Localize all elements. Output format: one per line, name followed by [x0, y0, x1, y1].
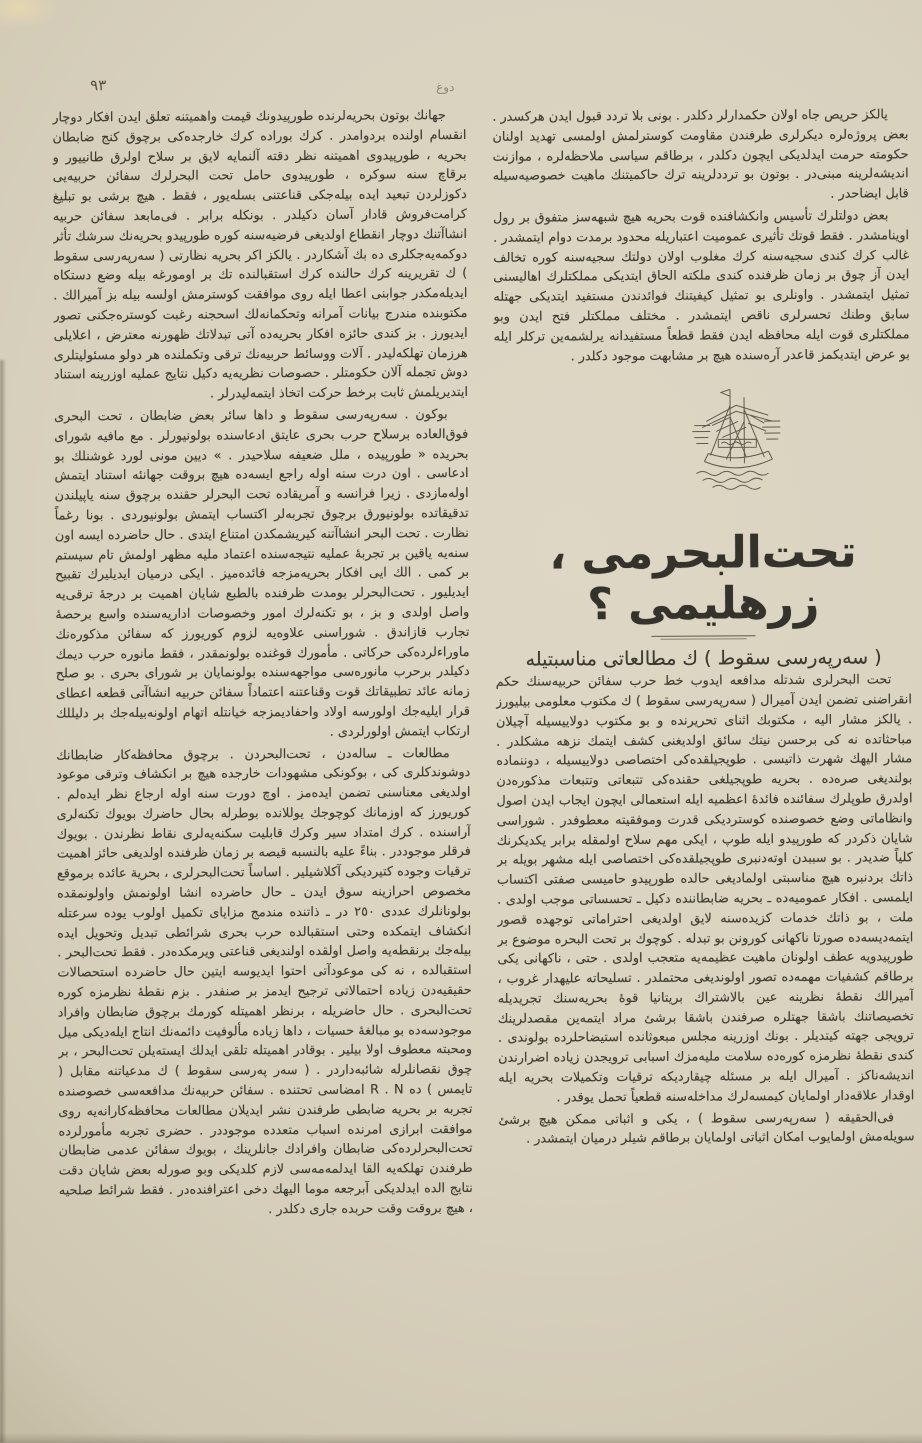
scan-gutter-shadow: [0, 360, 6, 1443]
headline-divider: [651, 636, 755, 638]
left-text-column: [52, 106, 474, 1349]
paragraph: بعض دولتلرك تأسیس وانكشافنده قوت بحریه هیچ شبهه‌سز متفوق بر رول اوینامشدر . فقط قوتك تأثیری عمومیت اعتباریله محدود برمدت دوام ایتمشدر . غالب كرك كندی سجیه‌سنه كرك مغلوب اولان دولتك سجیه‌سنه كوره تخالف ایدن آز چوق بر زمان ظرفنده كندی ملكته الحاق ایتدیكی مملكتلرك اهالیسنی تمثیل ایتمشدر . واونلری بو تمثیل كیفیتنك فوائدندن مستفید ایتدیكی جهتله سابق وطنك تحسرلری ناقص ایتمشدر . مختلف مملكتلر فتح ایدن وبو مملكتلری قوت ایله محافظه ایدن فقط قطعاً مستفیدانه یرلشمه‌ین تركلر ایله بو عرض ایتدیكمز قاعدر آره‌سنده هیچ بر مشابهت موجود دكلدر .: [492, 208, 910, 364]
paragraph: مطالعات ـ ساله‌دن ، تحت‌البحردن . برچوق محافظه‌كار ضابطانك دوشوندكلری كی ، بوكونكی مشهودات خارجده هیچ بر انكشاف وترقی موعود اولدیغی معناسنی تضمن ایده‌مز . اوچ دورت سنه اوله ارجاع نظر ایده‌لم . كوریورز كه اوزمانك كوچوجك یوللانده بوطرله بحال حاضرك بویوك تكنه‌لری آراسنده . كرك امتداد سیر وكرك قابلیت سكنه‌یه‌لری نقاط نظرندن . بویوك فرقلر موجوددر . بناءً علیه بالنسبه قیصه بر زمان ظرفنده اولدیغی حائز اهمیت ترقیات وجوده كتیردیكی آكلاشیلیر . اساساً تحت‌البحرلری ، بحریة عائده برموقع مخصوص احرازینه سوق ایدن ـ حال حاضرده انشا اولونمش واولونمقده بولونانلرك عددی ٢٥٠ در ـ ذاتنده مندمج مزایای تكمیل اولوب یوده سرعتله انكشاف ایتمكده وحتی استقبالده حرب بحری شرائطی تبدیل وتحویل ایده بیله‌جك برنقطه‌یه واصل اولقده اولندیغی قناعتی ویرمكده‌در . فقط تحت‌البحر . استقبالده ، نه كی موعودآتی احتوا ایدیوسه ایتین حال حاضرده استحصالات حقیقیه‌دن زیاده احتمالاتی ترجیح ایدمز بر صنفدر . بزم نقطهٔ نظرمزه كوره تحت‌البحری . حال حاضریله ، برنظر اهمیتله كورمك برچوق ضابطان وافراد موجودسه‌ده بو مبالغهٔ حسیات ، داها زیاده مألوفیت دائمه‌نك انتاج ایله‌دیكی میل ومحبته معطوف اولا بیلیر . بوقادر اهمیتله تلقی ایدلك ایسته‌یلن تحت‌البحر ، بر چوق نقصانلرله شائبه‌داردر . ( سه‌ر په‌رسی سقوط ) ك مدعیاتنه مقابل ( تایمس ) ده R . N امضاسی تحتنده . سفائن حربیه‌نك مدافعه‌سی خصوصنده تجربه بر بحریه ضابطی طرفندن نشر ایدیلان مطالعات محافظه‌كارانه‌یه روی موافقت ابرازی امرنده اسباب متعدده موجوددر . حضری تجربه مأمورلرده تحت‌البحرلرده‌كی ضابطان وافرادك جانلرینك ، بویوك سفائن عدمی ضابطان طرفندن تهلكه‌یه القا ایدلمه‌مه‌سی لازم كلدیكی وبو صورله بعض شایان دقت نتایج الده ایدلدیكی آبرجعه موما الیهك دخی اعترافنده‌در . فقط شرائط صلحیه ، هیچ بروقت وقت حربده جاری دكلدر .: [56, 745, 474, 1218]
right-text-column: [492, 105, 916, 1398]
sailing-ship-icon: [690, 381, 785, 496]
paragraph: بوكون . سه‌رپه‌رسی سقوط و داها سائر بعض ضابطان ، تحت البحری فوق‌العاده برسلاح حرب بحری عایتق ادعاسنده بولونیورلر . مع مافیه شورای بحریده « طورپیده ، ملل ضعیفه سلاحیدر . » دیین مونی لورد غوشنلك بو ادعاسی . اون درت سنه اوله راجع ایسه‌ده هیچ بروقت جهانئه استناد ایتمش اوله‌مازدی . زیرا فرانسه و آمریقاده تحت البحرلر حقنده برچوق سنه یاپیلندن تدقیقاتده بولونیورق برچوق تجربه‌لر اكتساب ایتمش بولونیوردی . بونا رغماً نظارت . تحت البحر انشاآتنه كیریشمكدن امتناع ایتدی . حال حاضرده ایسه اون سنه‌یه یاقین بر تجربهٔ عملیه نتیجه‌سنده اعتماد ملیه مظهر اولمش تام سیستم بر كمی . الك ایی افكار بحریه‌مزجه فائده‌میز . ایكی درمیان ایدیلیرك تقبیح ایدیلیور . تحت‌البحرلر بومدت ظرفنده بالطبع شایان اهمیت بر درجهٔ ترقی‌یه واصل اولدی و بز ، بو تكنه‌لرك امور وخصوصات اداریه‌سنده واسع برحصهٔ تجارب قازاندق . شوراسنی علاوه‌یه لزوم كوریورز كه سفائن مذكوره‌نك ماوراءلرده‌كی حركاتی . مأمورك قوغنده بولونمقدر ، فقط مانوره حرب دیمك دكیلدر برحرب مانوره‌سی مواجهه‌سنده بولونمایان بر شورای بحری . بو صلح زمانه عائد تطبیقاتك قوت وقناعتنه اعتماداً سفائن حربیه انشاآتی قطعه اعطای قرار ایلیه‌جك اولورسه اولاد واحفادیمزجه خیانتله اتهام اولونه‌بیله‌جك بر دلیللك ارتكاب ایتمش اولورلردی .: [54, 407, 471, 740]
page-number: ٩٣: [90, 76, 107, 95]
paragraph: فی‌الحقیقه ( سه‌رپه‌رسی سقوط ) ، یكی و اثباتی ممكن هیچ برشئ سویله‌مش اولمایوب امكان اثباتی اولمایان برطاقم شیلر درمیان ایتمشدر .: [498, 1110, 915, 1148]
scan-bottom-shadow: [0, 1433, 922, 1443]
journal-header-mark: دوغ: [436, 80, 455, 95]
article-subtitle: ( سه‌رپه‌رسی سقوط ) ك مطالعاتی مناسبتیله: [525, 646, 882, 671]
ship-illustration: [564, 381, 911, 504]
paragraph: جهانك بوتون بحریه‌لرنده طورپیدونك قیمت واهمیتنه تعلق ایدن افكار دوچار انقسام اولنده بردوامدر . كرك بوراده كرك خارجده‌كی برچوق كنج ضابطان بحریه ، طورپیدوی اهمیتنه نظر دقته آلنمایه لایق بر سلاح اولرق طانییور و برقاچ سنه سوكره ، طورپیدوی حامل تحت البحرلرك سفائن حربیه‌یی دكوزلردن تبعید ایده بیله‌جكی قناعتنی بسله‌یور ، فقط . هیچ برشی بو تبلیغ كرامت‌فروش قادار آسان دكیلدر . بونكله برابر . فی‌مابعد سفائن حربیه انشاآتنك دوچار انقطاع اولدیغی فرضیه‌سنه كوره طورپیدو بحریه‌نك سرشك تأثر دوكمه‌یه‌جكلری ده بك آشكاردر . یالكز اكر بحریه نظارتی ( سه‌رپه‌رسی سقوط ) ك تقریرینه كرك حالنده كرك استقبالنده تك بر اومورغه بیله وضع دستكاه ایدیله‌مكدر جوابنی اعطا ایله روی موافقت كوسترمش اولسه بیله بز آمیرالك . مكتوبنده مندرج بیانات آمرانه وتحكمانه‌لك اسحجنه رغبت كوستره‌جكنی تصور ایدیورز . بز كندی حائزه افكار بحریه‌ده آتی تبدلاتك ظهورنه معترض ، اعلایلی هرزمان تهلكه‌لیدر . آلات ووسائط حربیه‌نك ترقی وتكملنده هر دولو مسئولیتلری دوش تجمله آلان حكومتلر . حصوصات نظریه‌یه دكیل نتایج عملیه اوزرینه استناد ایتدیریلمش ثابت برخط حركت اتخاذ ایتمه‌لیدرلر .: [52, 108, 469, 402]
paragraph: تحت البحرلری شدتله مدافعه ایدوب خط حرب سفائن حربیه‌سنك حكم انقراضنی تضمن ایدن آمیرال ( سه‌رپه‌رسی سقوط ) ك مكتوب معلومی بیلیورز . یالكز مشار الیه ، مكتوبك اثنای تحریرنده و بو مكتوب دولاییسیله آچیلان مباحثاتده نه كی برحسن نیتك سائق اولدیغنی كشف ایتمك نزهه مشكلدر . مشار الیهك شهرت ذاتیسی . طوپجیلقده‌كی اختصاصی دولاییسیله ، دوننماده بولندیغی صره‌ده . بحریه طوپجیلغی حقنده‌كی تتبعاتی وتتبعات مذكوره‌دن اولدرق طوپلرك سفائنده فائدهٔ اعظمیه ایله استعمالی ایچون ایجاب ایدن اصول وانظاماتی وضع خصوصنده كوستردیكی قدرت وموفقیته معطوفدر . شوراسی شایان ذكردر كه طورپیدو ایله طوپ ، ایكی مهم سلاح اولمقله برابر یكدیكرنك كلیاً ضدیدر . بو سببدن اوته‌دنبری طوپجیلقده‌كی اختصاصی ایله مشهر بویله بر ذاتك بردنبره هیچ مناسبتی اولمادیغی حالده طورپیدو حامیسی صفتی اكتساب ایلمسی . افكار عمومیه‌ده ـ بحریه ضابطاننده دكیل ـ تحسساتی موجب اولدی . ملت ، بو ذاتك خدمات كزیده‌سنه لایق اولدیغی احتراماتی توجهده قصور ایتمه‌دیسه‌ده صورتا ناكهانی كورونن بو تبدله . كوچوك بر تحت البحره موضوع بر طورپیدویه عطف اولونان ماهیت عظیمه‌یه متعجب اولدی . حتی ، ناكهانی یكی برطاقم كشفیات مهمه‌ده تصور اولوندیغی محتملدر . تسلیحاته علیهدار غروب ، آمیرالك نقطهٔ نظرینه عین بالاشتراك بریتانیا قوهٔ بحریه‌سنك تجریدیله تخصیصاتنك باشقا جهتلره صرفندن باشقا برشئ مراد ایتمه‌ین مقصدلرینك ترویجی جهته كیتدیلر . بونك اوزرینه مجلس مبعوثانده استیضاحلرده بولوندی . كندی نقطهٔ نظرمزه كوره‌ده سلامت ملیه‌مزك اسبابی ترویجدن زیاده اضرارندن اندیشه‌ناكز . آمیرال ایله بر مسئله چیقاردیكه ترقیات وتكمیلات بحریه ایله اوقدار علاقه‌دار اولمایان كیمسه‌لرك مداخله‌سنه قطعیاً تحمل یوقدر .: [495, 672, 915, 1106]
paragraph: یالكز حریص جاه اولان حكمدارلر دكلدر . بونی بلا تردد قبول ایدن هركسدر . بعض پروژه‌لره دیكرلری طرفندن مقاومت كوسترلمش اولمسی تهدید اولنان حكومته حرمت ایدلدیكی ایچون دكلدر ، برطاقم سیاسی ملاحظه‌لره ، موازنت اندیشه‌لرینه مبنی‌در . بوتون بو ترددلرینه ترك حاكمیتنك ماهیت خصوصیه‌سیله قابل ایضاحدر .: [492, 107, 909, 202]
article-headline: تحت‌البحرمی ، زرهلیمی ؟: [549, 526, 857, 630]
headline-divider-echo: [661, 639, 747, 641]
